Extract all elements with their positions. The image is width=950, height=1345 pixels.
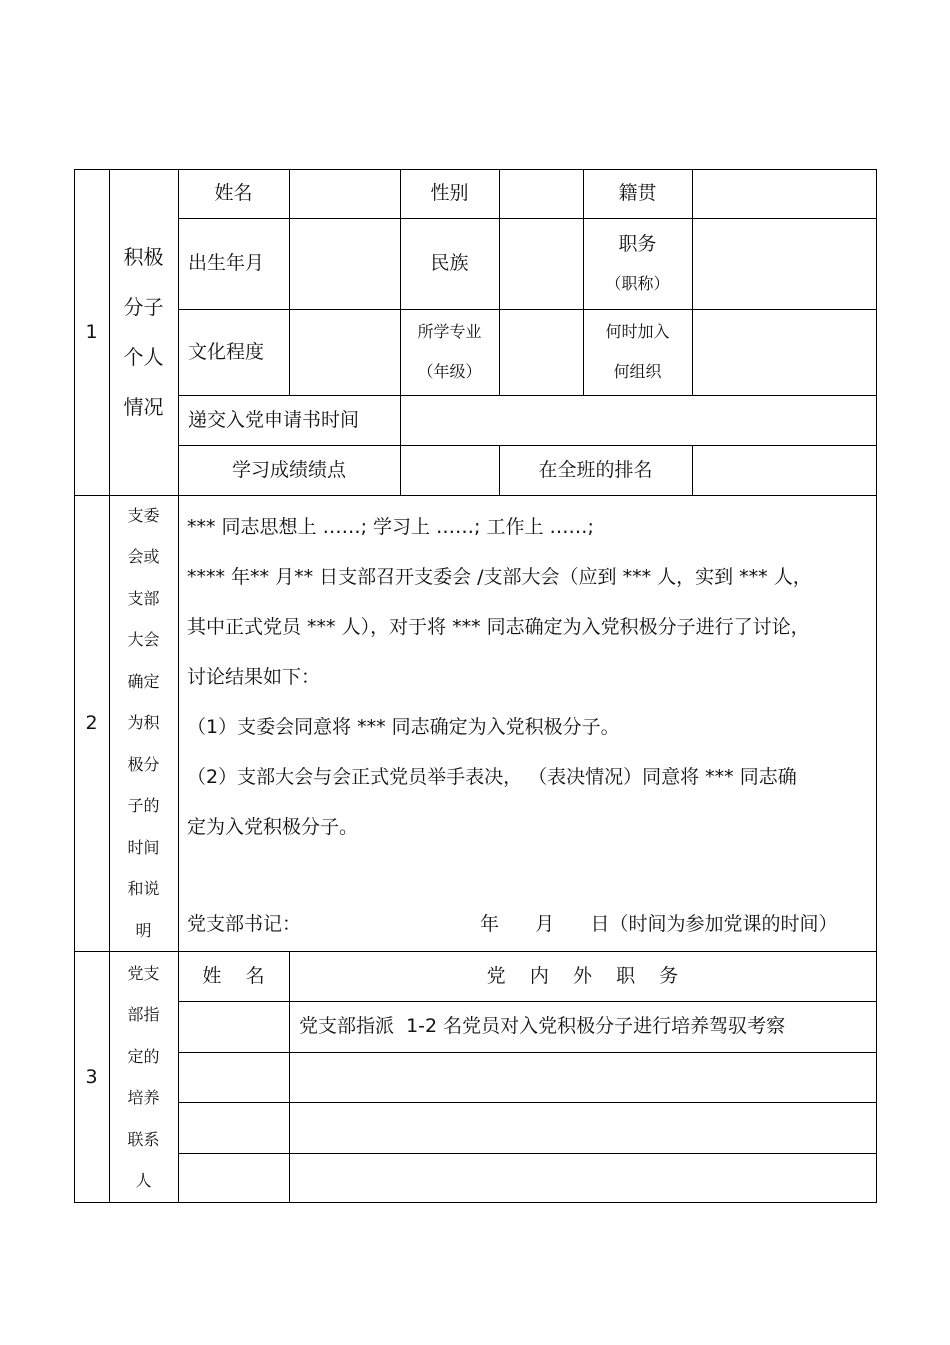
section-side-label (109, 951, 178, 1203)
discussion-line: **** 年** 月** 日支部召开支委会 /支部大会（应到 *** 人，实到 *** 人， (187, 566, 812, 588)
side-label-line: 为积 (127, 713, 160, 733)
table-border-right (876, 169, 877, 1203)
application-time-label: 递交入党申请书时间 (188, 408, 360, 431)
side-label-line: 会或 (127, 547, 160, 567)
side-label-line: 积极 (123, 245, 164, 269)
position-label-main: 职务 (618, 232, 657, 255)
contact-position-field[interactable] (289, 1052, 876, 1102)
side-label-line: 大会 (127, 630, 160, 650)
gender-label: 性别 (430, 182, 469, 205)
side-label-line: 分子 (123, 295, 164, 319)
side-label-line: 党支 (127, 963, 160, 983)
side-label-line: 个人 (123, 345, 164, 369)
side-label-line: 人 (135, 1171, 152, 1190)
side-label-line: 联系 (127, 1129, 160, 1149)
side-label-line: 情况 (123, 395, 164, 419)
side-label-line: 极分 (127, 754, 160, 774)
side-label-line: 时间 (127, 837, 160, 857)
contact-name-field[interactable] (178, 1102, 289, 1153)
contact-name-field[interactable] (178, 1052, 289, 1102)
divider (74, 495, 877, 496)
position-label (583, 218, 692, 309)
contact-position-field[interactable] (289, 1153, 876, 1202)
contact-assignment-note: 党支部指派 1-2 名党员对入党积极分子进行培养驾驭考察 (299, 1015, 786, 1038)
hometown-label: 籍贯 (618, 182, 657, 205)
name-value-field[interactable] (289, 169, 400, 218)
class-rank-label: 在全班的排名 (538, 458, 653, 481)
side-label-line: 培养 (127, 1088, 160, 1107)
ethnic-value-field[interactable] (499, 218, 583, 309)
party-activist-form-table (74, 169, 877, 1203)
contact-position-header: 党 内 外 职 务 (486, 964, 679, 987)
secretary-label: 党支部书记： (187, 913, 302, 935)
birth-label: 出生年月 (188, 252, 265, 275)
join-org-label (583, 309, 692, 395)
gpa-value-field[interactable] (400, 445, 499, 495)
section-side-label (109, 495, 178, 951)
education-label: 文化程度 (188, 340, 265, 363)
discussion-line: 其中正式党员 *** 人），对于将 *** 同志确定为入党积极分子进行了讨论， (187, 616, 810, 638)
join-org-label-sub: 何组织 (613, 362, 662, 381)
join-org-value-field[interactable] (692, 309, 876, 395)
position-value-field[interactable] (692, 218, 876, 309)
side-label-line: 支委 (127, 505, 160, 525)
table-border-bottom (74, 1202, 877, 1203)
contact-position-field[interactable] (289, 1102, 876, 1153)
major-label-sub: （年级） (417, 362, 482, 381)
side-label-line: 部指 (127, 1005, 160, 1024)
discussion-line: 讨论结果如下： (187, 666, 321, 688)
gender-value-field[interactable] (499, 169, 583, 218)
name-label: 姓名 (214, 182, 253, 205)
side-label-line: 支部 (127, 588, 160, 608)
section-number: 3 (85, 1065, 98, 1088)
major-label (400, 309, 499, 395)
discussion-line: *** 同志思想上 ……; 学习上 ……; 工作上 ……; (187, 516, 594, 538)
contact-name-header: 姓 名 (202, 964, 265, 987)
contact-name-field[interactable] (178, 1001, 289, 1052)
gpa-label: 学习成绩绩点 (231, 458, 346, 481)
side-label-line: 明 (135, 920, 152, 940)
major-label-main: 所学专业 (417, 322, 482, 341)
discussion-line: 定为入党积极分子。 (187, 816, 359, 838)
application-time-value-field[interactable] (400, 395, 876, 445)
position-label-sub: （职称） (605, 273, 670, 293)
signature-date: 年 月 日（时间为参加党课的时间） (480, 913, 838, 935)
discussion-line: （2）支部大会与会正式党员举手表决， （表决情况）同意将 *** 同志确 (187, 766, 797, 788)
major-value-field[interactable] (499, 309, 583, 395)
section-number: 1 (85, 320, 98, 343)
side-label-line: 子的 (127, 796, 160, 816)
contact-name-field[interactable] (178, 1153, 289, 1202)
hometown-value-field[interactable] (692, 169, 876, 218)
ethnic-label: 民族 (430, 252, 469, 275)
side-label-line: 和说 (127, 879, 160, 899)
side-label-line: 定的 (127, 1046, 160, 1066)
side-label-line: 确定 (127, 671, 160, 691)
class-rank-value-field[interactable] (692, 445, 876, 495)
education-value-field[interactable] (289, 309, 400, 395)
birth-value-field[interactable] (289, 218, 400, 309)
join-org-label-main: 何时加入 (605, 322, 670, 341)
discussion-line: （1）支委会同意将 *** 同志确定为入党积极分子。 (187, 716, 620, 738)
section-side-label (109, 169, 178, 495)
discussion-text (187, 502, 871, 852)
section-number: 2 (85, 711, 98, 734)
